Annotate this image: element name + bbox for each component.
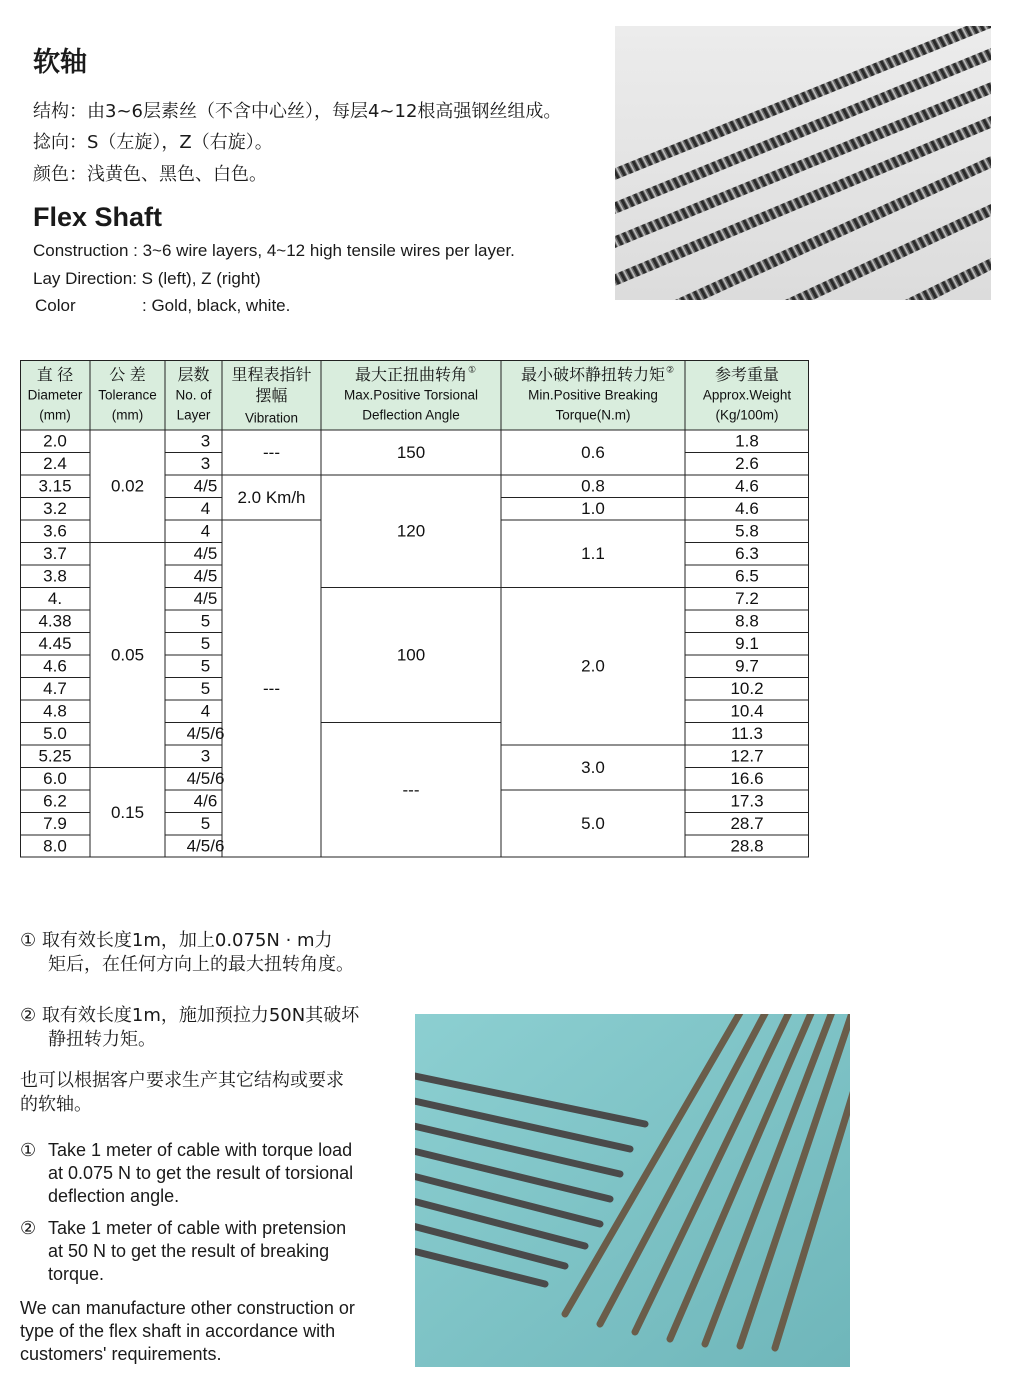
note2-cn	[20, 1004, 359, 1052]
header-cn: 公 差	[109, 367, 146, 385]
header-en-line2: Deflection Angle	[362, 407, 460, 423]
diameter-cell: 5.25	[38, 746, 72, 766]
weight-cell: 10.4	[730, 701, 764, 721]
header-en: Approx.Weight	[702, 387, 792, 403]
custom-line3-en: customers' requirements.	[20, 1344, 222, 1364]
note2-en	[20, 1217, 400, 1286]
weight-cell: 11.3	[731, 724, 763, 744]
spec-table	[20, 360, 809, 863]
note2-num-en: ②	[20, 1218, 37, 1238]
straight-rods-photo	[415, 1014, 850, 1367]
note1-en	[20, 1139, 400, 1208]
header-cn: 参考重量	[714, 367, 780, 385]
vibration-cell: 2.0 Km/h	[237, 487, 306, 507]
layer-cell: 4/5/6	[186, 724, 225, 744]
note2-line1-en: Take 1 meter of cable with pretension	[48, 1218, 347, 1238]
deflection-cell: ---	[402, 780, 420, 800]
weight-cell: 17.3	[730, 791, 764, 811]
weight-cell: 2.6	[735, 454, 759, 474]
color-cn: 颜色：浅黄色、黑色、白色。	[33, 164, 267, 185]
title-en: Flex Shaft	[33, 202, 163, 232]
note1-line3-en: deflection angle.	[48, 1186, 180, 1206]
layer-cell: 4/6	[193, 791, 218, 811]
custom-line1-en: We can manufacture other construction or	[20, 1298, 355, 1318]
custom-line2-en: type of the flex shaft in accordance with	[20, 1321, 336, 1341]
layer-cell: 4/5	[193, 544, 218, 564]
layer-cell: 5	[200, 656, 211, 676]
diameter-cell: 4.45	[38, 634, 72, 654]
diameter-cell: 4.8	[43, 701, 67, 721]
lay-direction-en: Lay Direction: S (left), Z (right)	[33, 269, 261, 288]
diameter-cell: 3.2	[43, 499, 67, 519]
weight-cell: 5.8	[735, 521, 759, 541]
diameter-cell: 4.	[47, 589, 63, 609]
torque-cell: 1.1	[581, 544, 605, 564]
header-cn: 里程表指针	[231, 367, 312, 385]
tolerance-cell: 0.02	[110, 476, 145, 496]
deflection-cell: 120	[396, 521, 426, 541]
layer-cell: 4	[200, 701, 211, 721]
custom-line1-cn: 也可以根据客户要求生产其它结构或要求	[20, 1070, 344, 1091]
custom-note-cn	[20, 1069, 344, 1117]
note2-num-cn: ②	[20, 1005, 37, 1026]
header-en: Min.Positive Breaking	[528, 387, 658, 403]
deflection-cell: 100	[396, 645, 426, 665]
color-label-en: Color	[35, 296, 76, 315]
diameter-cell: 6.0	[43, 769, 67, 789]
torque-cell: 0.6	[581, 442, 605, 462]
layer-cell: 4/5/6	[186, 836, 225, 856]
layer-cell: 5	[200, 634, 211, 654]
header-cn: 最小破坏静扭转力矩	[520, 367, 666, 385]
weight-cell: 9.1	[735, 634, 759, 654]
construction-en: Construction : 3~6 wire layers, 4~12 high tensile wires per layer.	[33, 241, 515, 260]
note1-line2-en: at 0.075 N to get the result of torsional	[48, 1163, 354, 1183]
note1-num-en: ①	[20, 1140, 37, 1160]
layer-cell: 5	[200, 814, 211, 834]
weight-cell: 4.6	[735, 499, 759, 519]
weight-cell: 28.8	[730, 836, 764, 856]
diameter-cell: 3.7	[43, 544, 67, 564]
diameter-cell: 4.6	[43, 656, 67, 676]
weight-cell: 12.7	[730, 746, 764, 766]
diameter-cell: 3.15	[38, 476, 72, 496]
torque-cell: 0.8	[581, 476, 605, 496]
header-en: Tolerance	[98, 387, 157, 403]
layer-cell: 3	[200, 431, 211, 451]
header-cn-line2: 摆幅	[255, 388, 288, 406]
weight-cell: 9.7	[735, 656, 759, 676]
layer-cell: 3	[200, 746, 211, 766]
vibration-cell: ---	[263, 679, 280, 699]
note2-line1-cn: 取有效长度1m，施加预拉力50N其破坏	[41, 1005, 360, 1026]
layer-cell: 5	[200, 679, 211, 699]
header-cn: 直 径	[36, 367, 74, 385]
layer-cell: 4/5	[193, 476, 218, 496]
weight-cell: 4.6	[735, 476, 759, 496]
note1-cn	[20, 929, 354, 977]
header-en-line2: Layer	[176, 407, 211, 423]
note1-line1-cn: 取有效长度1m，加上0.075N · m力	[41, 930, 333, 951]
weight-cell: 7.2	[735, 589, 759, 609]
diameter-cell: 2.4	[43, 454, 67, 474]
header-en-line2: Torque(N.m)	[555, 407, 631, 423]
weight-cell: 8.8	[735, 611, 759, 631]
header-cn: 最大正扭曲转角	[354, 367, 468, 385]
vibration-cell: ---	[263, 442, 280, 462]
title-cn: 软轴	[33, 47, 87, 78]
header-en-line2: (mm)	[111, 407, 144, 423]
note1-line1-en: Take 1 meter of cable with torque load	[48, 1140, 353, 1160]
layer-cell: 4	[200, 521, 211, 541]
layer-cell: 4/5/6	[186, 769, 225, 789]
note1-line2-cn: 矩后，在任何方向上的最大扭转角度。	[48, 954, 354, 975]
construction-cn: 结构：由3~6层素丝（不含中心丝），每层4~12根高强钢丝组成。	[33, 101, 562, 122]
weight-cell: 6.3	[735, 544, 759, 564]
note1-num-cn: ①	[20, 930, 37, 951]
layer-cell: 4/5	[193, 589, 218, 609]
header-footnote-mark: ①	[467, 364, 477, 375]
layer-cell: 4	[200, 499, 211, 519]
weight-cell: 16.6	[730, 769, 764, 789]
layer-cell: 5	[200, 611, 211, 631]
torque-cell: 1.0	[581, 499, 605, 519]
tolerance-cell: 0.15	[110, 802, 145, 822]
note2-line3-en: torque.	[48, 1264, 105, 1284]
header-en: No. of	[175, 387, 212, 403]
header-cn: 层数	[177, 367, 210, 385]
diameter-cell: 4.7	[43, 679, 67, 699]
layer-cell: 4/5	[193, 566, 218, 586]
header-en: Diameter	[27, 387, 83, 403]
weight-cell: 28.7	[730, 814, 764, 834]
torque-cell: 2.0	[581, 656, 605, 676]
diameter-cell: 3.6	[43, 521, 67, 541]
header-footnote-mark: ②	[665, 364, 675, 375]
weight-cell: 6.5	[735, 566, 759, 586]
diameter-cell: 7.9	[43, 814, 67, 834]
diameter-cell: 3.8	[43, 566, 67, 586]
layer-cell: 3	[200, 454, 211, 474]
diameter-cell: 5.0	[43, 724, 67, 744]
torque-cell: 5.0	[581, 814, 605, 834]
diameter-cell: 8.0	[43, 836, 67, 856]
note2-line2-en: at 50 N to get the result of breaking	[48, 1241, 330, 1261]
note2-line2-cn: 静扭转力矩。	[48, 1029, 156, 1050]
coiled-shaft-photo	[615, 26, 991, 300]
header-en-line2: (Kg/100m)	[715, 407, 779, 423]
color-value-en: : Gold, black, white.	[142, 296, 291, 315]
header-en-line2: (mm)	[39, 407, 71, 423]
diameter-cell: 4.38	[38, 611, 72, 631]
header-en: Max.Positive Torsional	[343, 387, 479, 403]
custom-note-en	[20, 1297, 405, 1366]
diameter-cell: 6.2	[43, 791, 67, 811]
lay-direction-cn: 捻向：S（左旋），Z（右旋）。	[33, 132, 273, 153]
torque-cell: 3.0	[581, 757, 605, 777]
custom-line2-cn: 的软轴。	[20, 1094, 92, 1115]
weight-cell: 1.8	[735, 431, 759, 451]
header-en: Vibration	[244, 410, 299, 426]
tolerance-cell: 0.05	[110, 645, 145, 665]
diameter-cell: 2.0	[43, 431, 67, 451]
deflection-cell: 150	[396, 442, 426, 462]
weight-cell: 10.2	[730, 679, 764, 699]
